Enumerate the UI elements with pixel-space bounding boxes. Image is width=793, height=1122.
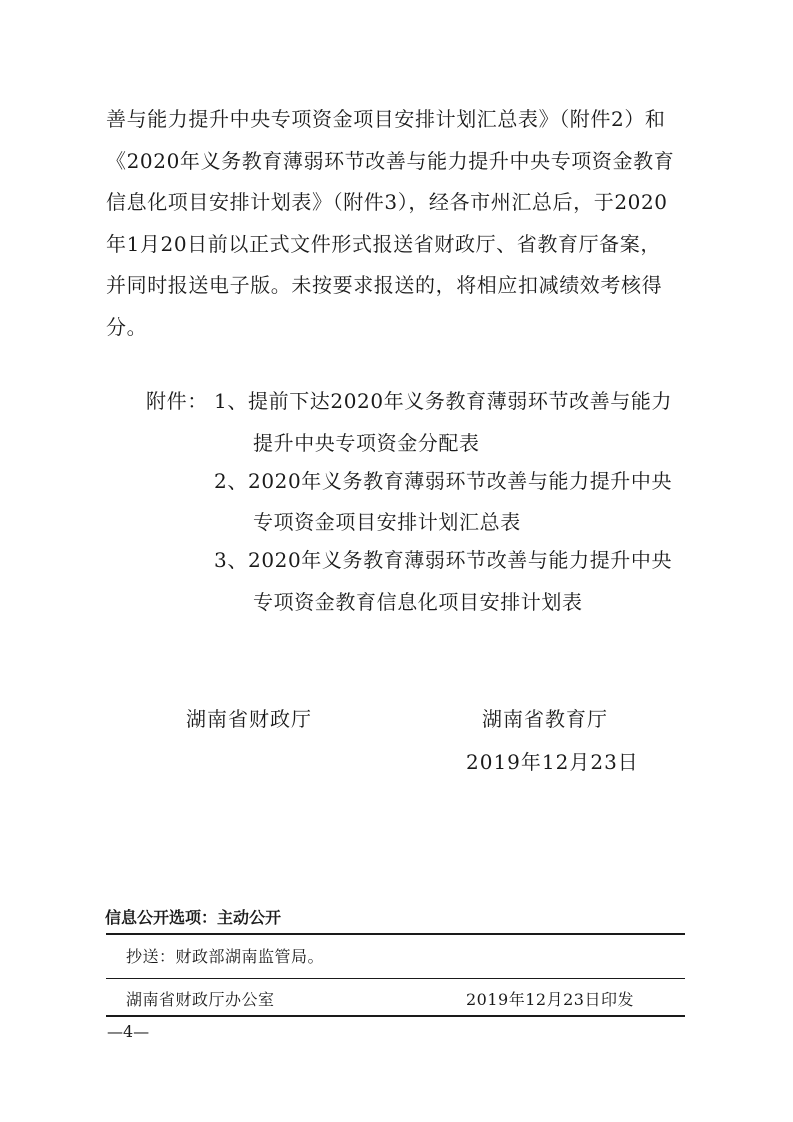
body-line: 信息化项目安排计划表》（附件3），经各市州汇总后，于2020: [106, 190, 668, 214]
attachment-title-line: 提升中央专项资金分配表: [253, 431, 480, 455]
signature-org-finance: 湖南省财政厅: [186, 707, 312, 731]
attachment-title-line: 2020年义务教育薄弱环节改善与能力提升中央: [248, 548, 673, 572]
footer-rule-middle: [106, 978, 685, 979]
body-line: 善与能力提升中央专项资金项目安排计划汇总表》（附件2）和: [106, 107, 666, 131]
footer-rule-bottom: [106, 1015, 685, 1017]
body-line: 《2020年义务教育薄弱环节改善与能力提升中央专项资金教育: [106, 149, 675, 173]
attachment-number: 2、: [214, 469, 248, 493]
issue-date: 2019年12月23日印发: [466, 990, 634, 1009]
disclosure-option: 信息公开选项：主动公开: [105, 908, 282, 927]
body-line: 并同时报送电子版。未按要求报送的，将相应扣减绩效考核得: [106, 273, 663, 297]
page-number: —4—: [107, 1022, 150, 1041]
issuer-office: 湖南省财政厅办公室: [126, 990, 275, 1009]
body-line: 分。: [106, 315, 148, 339]
attachment-title-line: 专项资金项目安排计划汇总表: [253, 510, 521, 534]
attachment-number: 3、: [214, 548, 248, 572]
attachment-title-line: 提前下达2020年义务教育薄弱环节改善与能力: [248, 389, 673, 413]
attachment-title-line: 2020年义务教育薄弱环节改善与能力提升中央: [248, 469, 673, 493]
signature-org-education: 湖南省教育厅: [482, 707, 608, 731]
cc-line: 抄送：财政部湖南监管局。: [126, 947, 325, 966]
attachment-title-line: 专项资金教育信息化项目安排计划表: [253, 590, 583, 614]
footer-rule-top: [106, 933, 685, 935]
attachment-number: 1、: [214, 389, 248, 413]
signature-date: 2019年12月23日: [466, 750, 639, 774]
body-line: 年1月20日前以正式文件形式报送省财政厅、省教育厅备案，: [106, 232, 661, 256]
attachments-label: 附件：: [146, 389, 208, 413]
